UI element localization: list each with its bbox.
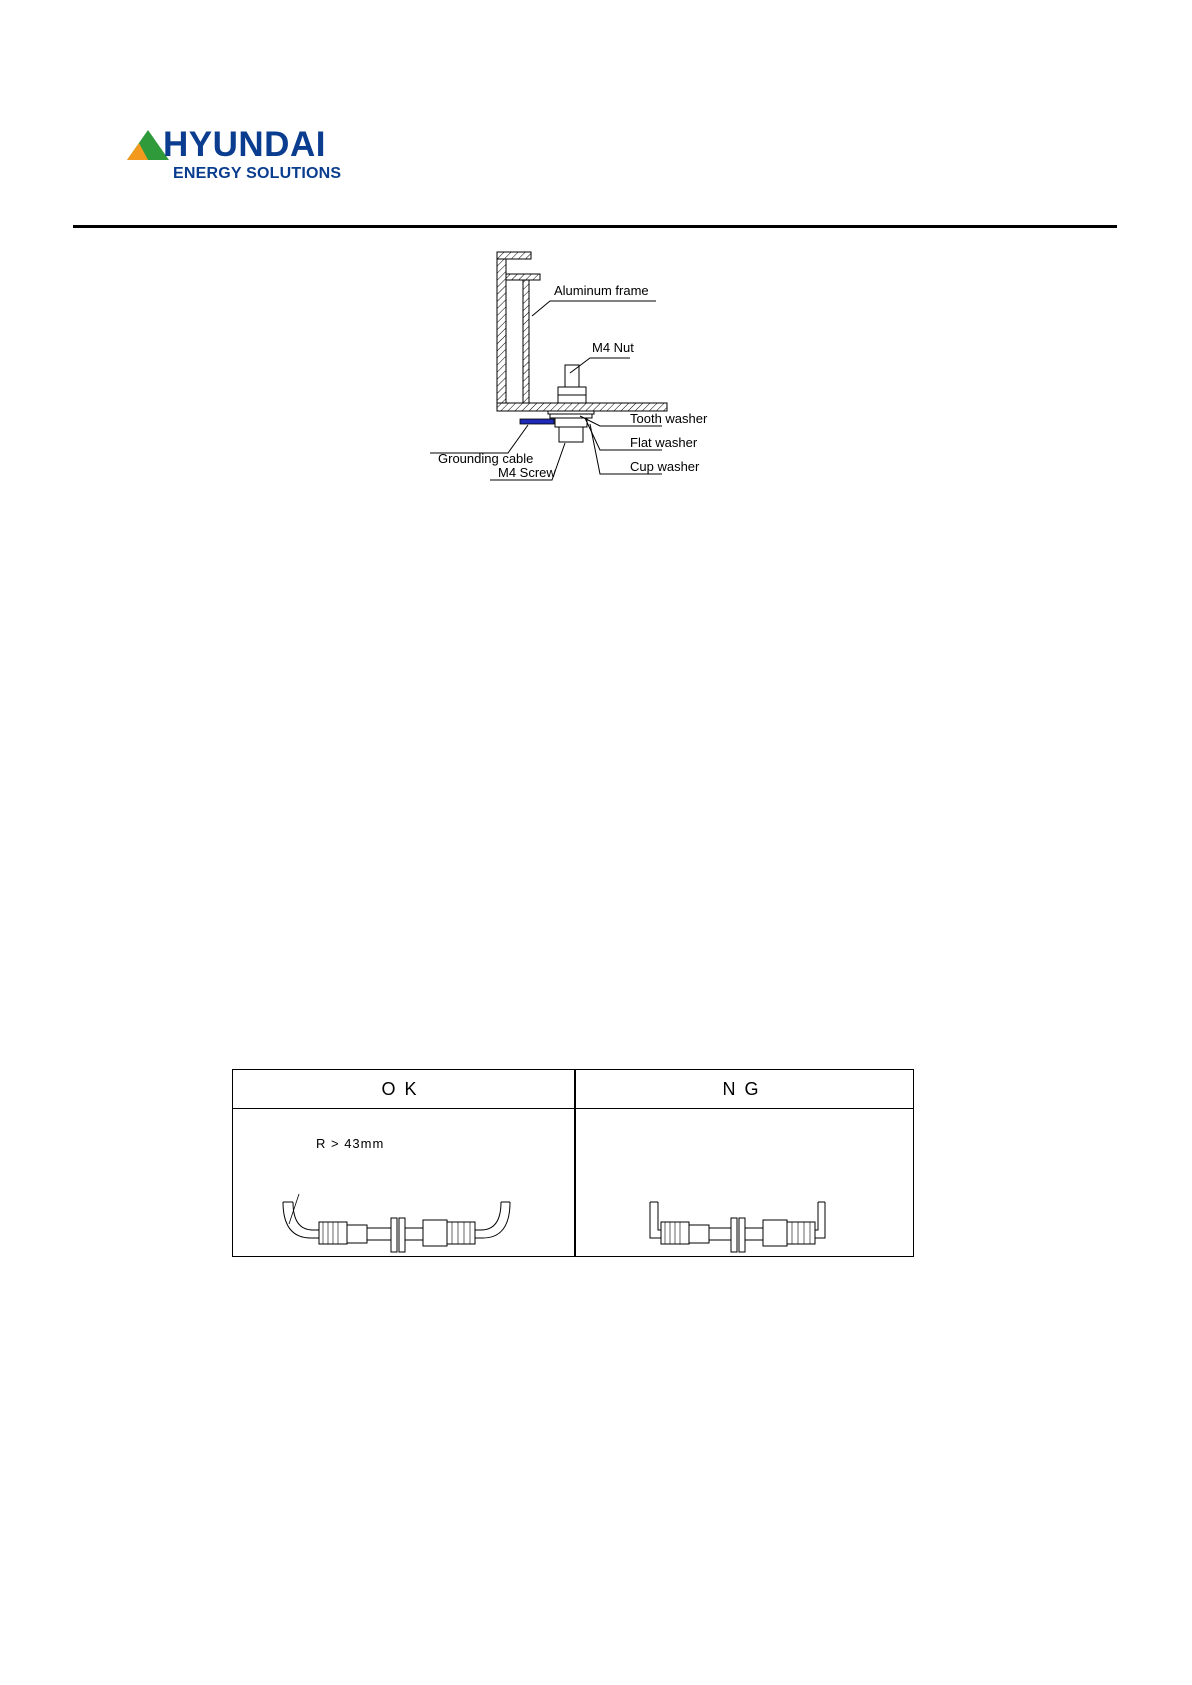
- ok-bend-radius-label: R > 43mm: [316, 1136, 385, 1151]
- connector-bending-table: [232, 1069, 914, 1257]
- label-grounding-cable: Grounding cable: [438, 451, 534, 466]
- header-divider: [73, 225, 1117, 228]
- header-ok: OK: [381, 1079, 426, 1099]
- ng-connector-svg: [575, 1110, 913, 1256]
- ok-connector-svg: [233, 1110, 574, 1256]
- label-cup-washer: Cup washer: [630, 459, 700, 474]
- label-m4-nut: M4 Nut: [592, 340, 634, 355]
- label-flat-washer: Flat washer: [630, 435, 698, 450]
- header-ng: NG: [722, 1079, 768, 1099]
- ok-connector-figure: [233, 1110, 574, 1256]
- grounding-cable-shape: [520, 419, 554, 424]
- label-tooth-washer: Tooth washer: [630, 411, 708, 426]
- label-m4-screw: M4 Screw: [498, 465, 556, 480]
- grounding-diagram-svg: [430, 248, 720, 493]
- company-logo: [127, 125, 367, 188]
- logo-subtitle: ENERGY SOLUTIONS: [173, 165, 342, 182]
- label-aluminum-frame: Aluminum frame: [554, 283, 649, 298]
- grounding-diagram: [430, 248, 720, 493]
- logo-wordmark: HYUNDAI: [163, 125, 326, 164]
- ng-connector-figure: [575, 1110, 913, 1256]
